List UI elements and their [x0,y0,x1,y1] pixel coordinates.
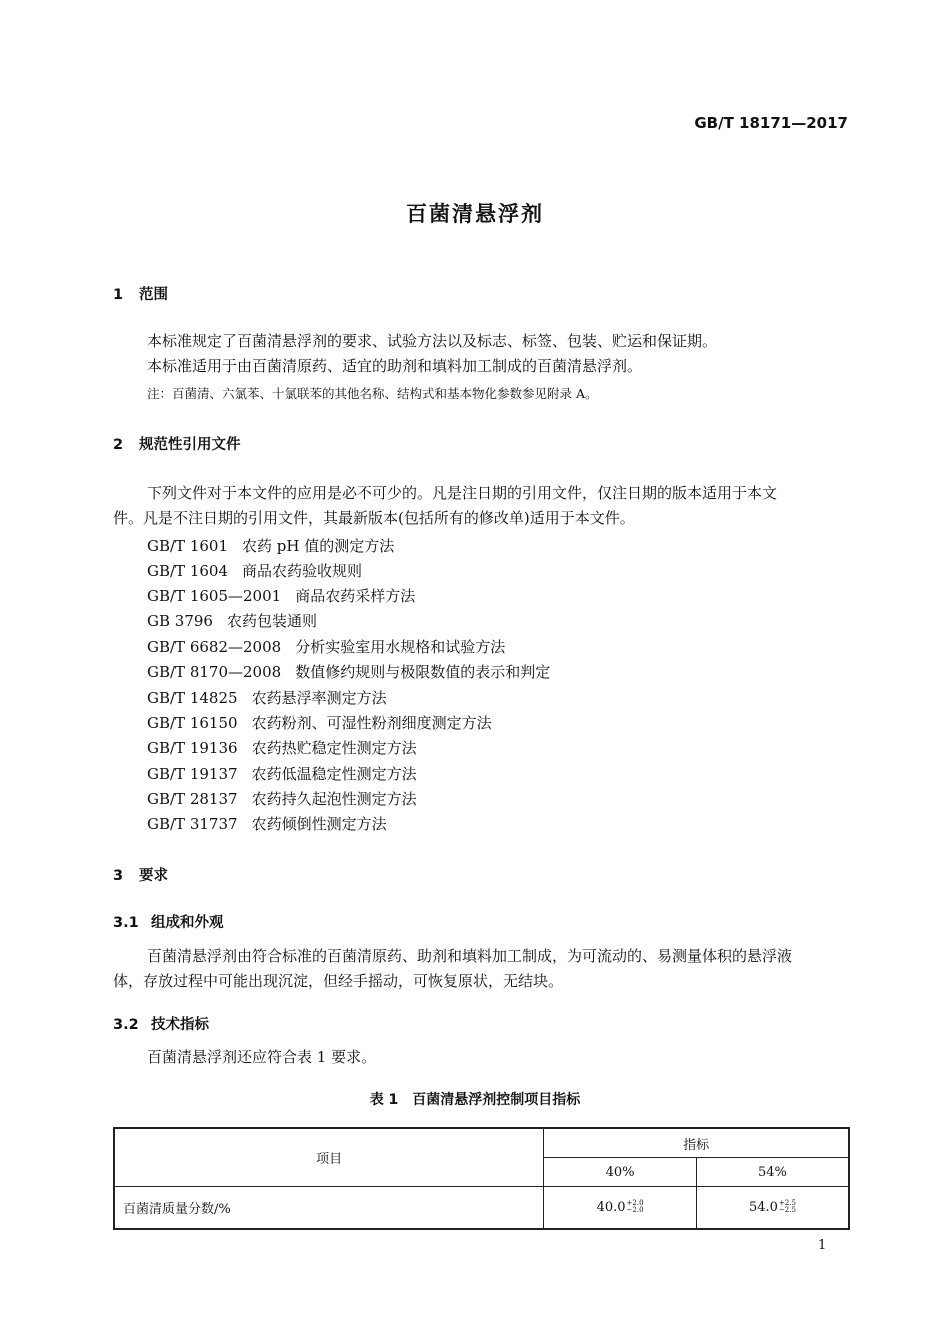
section-2-paragraph-line-1: 下列文件对于本文件的应用是必不可少的。凡是注日期的引用文件，仅注日期的版本适用于本文 [147,484,778,502]
reference-code: GB/T 6682—2008 [147,638,282,656]
reference-code: GB/T 31737 [147,815,238,833]
reference-title: 分析实验室用水规格和试验方法 [295,638,506,656]
value-main: 54.0 [748,1199,778,1215]
specification-table [113,1127,850,1230]
section-number: 2 [113,437,124,453]
reference-code: GB/T 1605—2001 [147,587,282,605]
table-caption: 表 1 百菌清悬浮剂控制项目指标 [369,1092,581,1108]
row-label: 百菌清质量分数/% [114,1187,544,1229]
tolerance-minus: −2.5 [778,1206,796,1215]
reference-title: 农药粉剂、可湿性粉剂细度测定方法 [251,714,492,732]
reference-item [147,661,550,682]
reference-title: 商品农药验收规则 [242,562,363,580]
section-1-paragraph-2: 本标准适用于由百菌清原药、适宜的助剂和填料加工制成的百菌清悬浮剂。 [147,357,643,375]
reference-title: 农药热贮稳定性测定方法 [251,739,417,757]
tolerance-plus: +2.5 [778,1199,796,1208]
section-3-2-paragraph: 百菌清悬浮剂还应符合表 1 要求。 [147,1048,377,1066]
section-3-heading [113,864,168,885]
section-number: 3.2 [113,1017,139,1033]
reference-item [147,712,492,733]
reference-code: GB/T 19136 [147,739,238,757]
document-title: 百菌清悬浮剂 [406,202,544,226]
header-item: 项目 [114,1128,544,1187]
reference-item [147,788,417,809]
section-1-paragraph-1: 本标准规定了百菌清悬浮剂的要求、试验方法以及标志、标签、包装、贮运和保证期。 [147,332,718,350]
tolerance [779,1200,796,1214]
value-54 [696,1187,849,1229]
section-title: 要求 [139,868,168,884]
reference-code: GB/T 1601 [147,537,229,555]
section-number: 1 [113,287,124,303]
reference-item [147,813,387,834]
section-title: 范围 [139,287,168,303]
reference-code: GB/T 8170—2008 [147,663,282,681]
tolerance-plus: +2.0 [626,1199,644,1208]
reference-item [147,737,417,758]
reference-code: GB/T 19137 [147,765,238,783]
header-54-percent: 54% [696,1158,849,1187]
value-main: 40.0 [596,1199,626,1215]
reference-item [147,763,417,784]
reference-title: 农药倾倒性测定方法 [251,815,387,833]
section-3-1-paragraph-line-1: 百菌清悬浮剂由符合标准的百菌清原药、助剂和填料加工制成，为可流动的、易测量体积的悬浮液 [147,947,793,965]
section-number: 3.1 [113,915,139,931]
section-number: 3 [113,868,124,884]
reference-title: 农药 pH 值的测定方法 [242,537,395,555]
reference-title: 农药包装通则 [226,612,317,630]
reference-code: GB 3796 [147,612,213,630]
section-1-heading [113,283,168,304]
reference-item [147,585,415,606]
section-3-2-heading [113,1013,209,1034]
reference-title: 农药悬浮率测定方法 [251,689,387,707]
tolerance-minus: −2.0 [626,1206,644,1215]
header-index: 指标 [544,1128,849,1158]
reference-code: GB/T 16150 [147,714,238,732]
standard-number: GB/T 18171—2017 [694,114,848,132]
reference-code: GB/T 14825 [147,689,238,707]
reference-code: GB/T 28137 [147,790,238,808]
reference-item [147,610,317,631]
section-title: 组成和外观 [151,915,224,931]
section-3-1-heading [113,911,224,932]
tolerance [627,1200,644,1214]
reference-item [147,687,387,708]
section-3-1-paragraph-line-2: 体，存放过程中可能出现沉淀，但经手摇动，可恢复原状，无结块。 [113,972,564,990]
reference-title: 商品农药采样方法 [295,587,416,605]
reference-code: GB/T 1604 [147,562,229,580]
reference-title: 农药持久起泡性测定方法 [251,790,417,808]
reference-item [147,535,394,556]
header-40-percent: 40% [544,1158,697,1187]
reference-item [147,560,362,581]
section-2-heading [113,433,241,454]
section-title: 规范性引用文件 [139,437,241,453]
section-1-note: 注：百菌清、六氯苯、十氯联苯的其他名称、结构式和基本物化参数参见附录 A。 [147,386,598,401]
section-title: 技术指标 [151,1017,209,1033]
page-number: 1 [818,1238,827,1253]
value-40 [544,1187,697,1229]
reference-title: 数值修约规则与极限数值的表示和判定 [295,663,551,681]
reference-title: 农药低温稳定性测定方法 [251,765,417,783]
reference-item [147,636,505,657]
section-2-paragraph-line-2: 件。凡是不注日期的引用文件，其最新版本(包括所有的修改单)适用于本文件。 [113,509,635,527]
